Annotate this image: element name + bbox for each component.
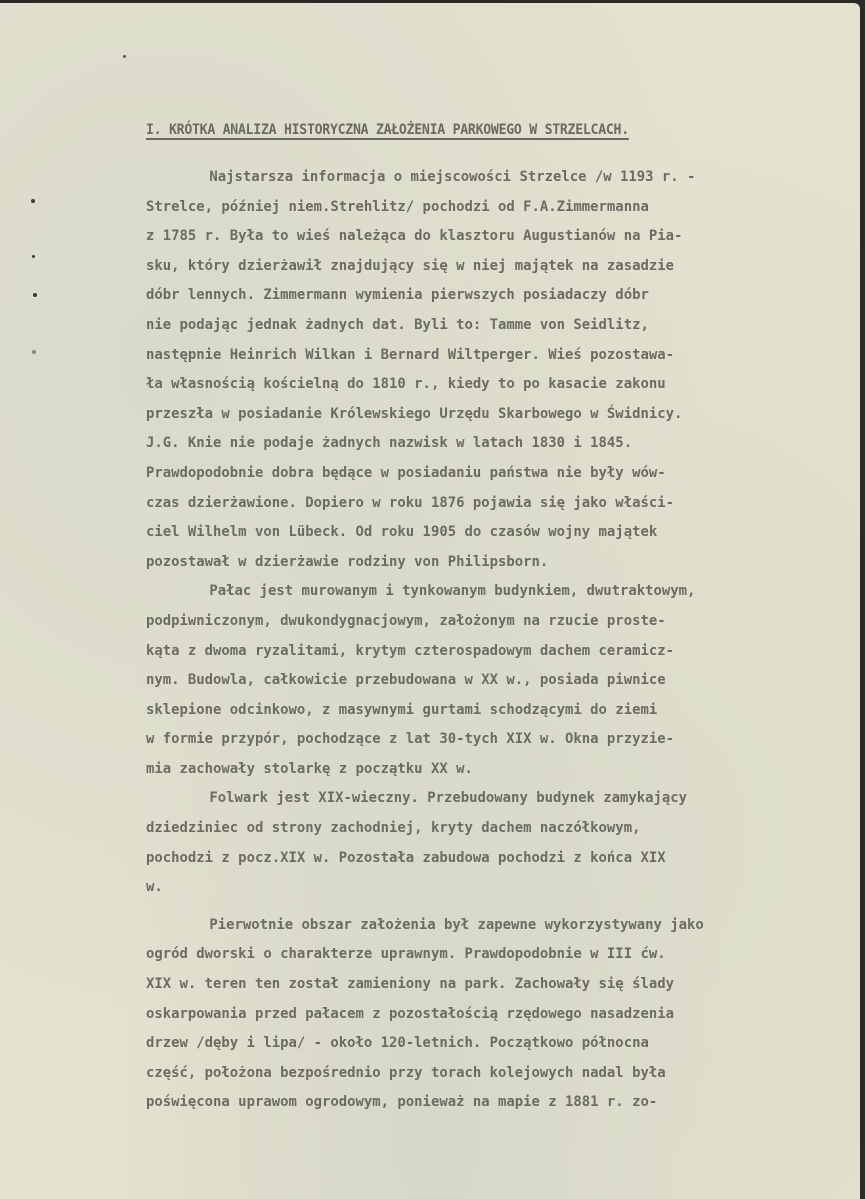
document-page	[0, 3, 860, 1199]
document-body	[146, 163, 846, 1118]
text-line: sklepione odcinkowo, z masywnymi gurtami schodzącymi do ziemi	[146, 701, 658, 718]
text-line: następnie Heinrich Wilkan i Bernard Wiltperger. Wieś pozostawa-	[146, 346, 674, 363]
section-heading: I. KRÓTKA ANALIZA HISTORYCZNA ZAŁOŻENIA PARKOWEGO W STRZELCACH.	[146, 122, 629, 138]
text-line: pochodzi z pocz.XIX w. Pozostała zabudowa pochodzi z końca XIX	[146, 849, 666, 866]
text-line: J.G. Knie nie podaje żadnych nazwisk w latach 1830 i 1845.	[146, 435, 633, 452]
text-line: podpiwniczonym, dwukondygnacjowym, założonym na rzucie proste-	[146, 612, 666, 629]
text-line: dziedziniec od strony zachodniej, kryty dachem naczółkowym,	[146, 820, 641, 837]
binder-hole-mark	[32, 350, 36, 354]
text-line: drzew /dęby i lipa/ - około 120-letnich. Początkowo północna	[146, 1035, 649, 1052]
text-line: Pałac jest murowanym i tynkowanym budynkiem, dwutraktowym,	[209, 583, 696, 600]
text-line: poświęcona uprawom ogrodowym, ponieważ na mapie z 1881 r. zo-	[146, 1094, 658, 1111]
speck	[123, 55, 126, 58]
text-line: Folwark jest XIX-wieczny. Przebudowany budynek zamykający	[209, 790, 688, 807]
binder-hole-mark	[31, 199, 35, 203]
text-line: ogród dworski o charakterze uprawnym. Prawdopodobnie w III ćw.	[146, 946, 666, 963]
text-line: dóbr lennych. Zimmermann wymienia pierwszych posiadaczy dóbr	[146, 287, 649, 304]
paragraph-4	[146, 911, 846, 1118]
text-line: część, położona bezpośrednio przy torach kolejowych nadal była	[146, 1064, 666, 1081]
text-line: Najstarsza informacja o miejscowości Strzelce /w 1193 r. -	[209, 169, 696, 185]
text-line: z 1785 r. Była to wieś należąca do klasztoru Augustianów na Pia-	[146, 228, 683, 245]
text-line: ciel Wilhelm von Lübeck. Od roku 1905 do czasów wojny majątek	[146, 524, 658, 541]
text-line: w formie przypór, pochodzące z lat 30-tych XIX w. Okna przyzie-	[146, 731, 674, 748]
text-line: mia zachowały stolarkę z początku XX w.	[146, 760, 473, 777]
text-line: pozostawał w dzierżawie rodziny von Philipsborn.	[146, 553, 549, 570]
paragraph-2	[146, 577, 846, 784]
paragraph-1	[146, 163, 846, 577]
text-line: ła własnością kościelną do 1810 r., kiedy to po kasacie zakonu	[146, 376, 666, 393]
text-line: czas dzierżawione. Dopiero w roku 1876 pojawia się jako właści-	[146, 494, 674, 511]
paragraph-3	[146, 784, 846, 902]
text-line: Strelce, później niem.Strehlitz/ pochodzi od F.A.Zimmermanna	[146, 198, 649, 215]
text-line: Pierwotnie obszar założenia był zapewne wykorzystywany jako	[209, 916, 704, 933]
binder-hole-mark	[33, 293, 37, 297]
text-line: w.	[146, 879, 163, 896]
text-line: przeszła w posiadanie Królewskiego Urzędu Skarbowego w Świdnicy.	[146, 405, 683, 422]
text-line: nie podając jednak żadnych dat. Byli to: Tamme von Seidlitz,	[146, 316, 649, 333]
text-line: nym. Budowla, całkowicie przebudowana w XX w., posiada piwnice	[146, 672, 666, 689]
binder-hole-mark	[32, 255, 35, 258]
text-line: kąta z dwoma ryzalitami, krytym czterospadowym dachem ceramicz-	[146, 642, 674, 659]
text-line: Prawdopodobnie dobra będące w posiadaniu państwa nie były wów-	[146, 464, 666, 481]
text-line: oskarpowania przed pałacem z pozostałością rzędowego nasadzenia	[146, 1005, 674, 1022]
text-line: sku, który dzierżawił znajdujący się w niej majątek na zasadzie	[146, 257, 674, 274]
text-line: XIX w. teren ten został zamieniony na park. Zachowały się ślady	[146, 976, 674, 993]
